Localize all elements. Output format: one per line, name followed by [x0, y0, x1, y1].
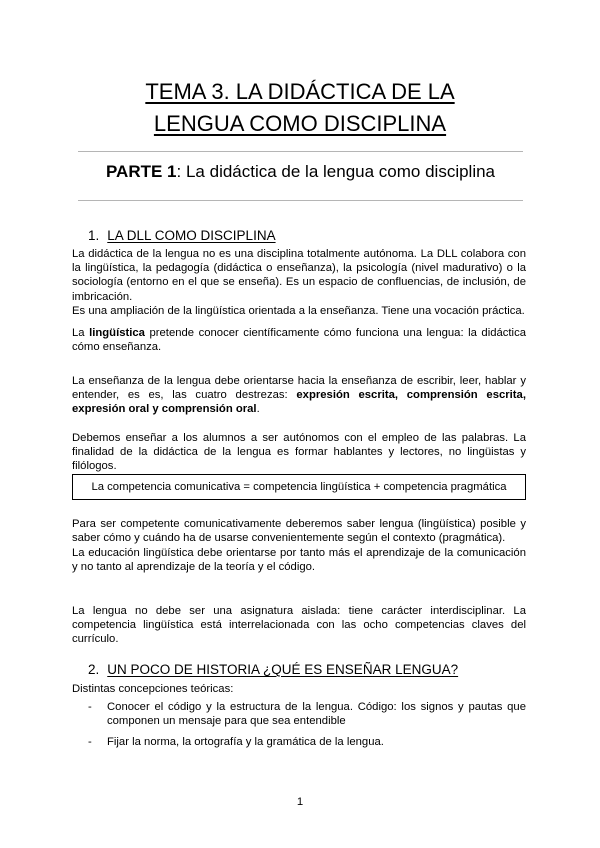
paragraph-3-bold: lingüística — [89, 327, 145, 339]
bullet-list — [88, 700, 526, 757]
title-line-2: LENGUA COMO DISCIPLINA — [153, 111, 447, 136]
paragraph-8: La lengua no debe ser una asignatura aislada: tiene carácter interdisciplinar. La competencia lingüística está interrelacionada con las ocho competencias claves del currículo. — [72, 605, 526, 646]
list-item — [88, 735, 526, 749]
paragraph-6: Para ser competente comunicativamente deberemos saber lengua (lingüística) posible y saber cómo y cuándo ha de usarse convenientemente según el contexto (pragmática). — [72, 518, 526, 545]
part-label: PARTE 1 — [105, 162, 177, 181]
definition-text: La competencia comunicativa = competencia lingüística + competencia pragmática — [91, 481, 507, 493]
paragraph-9: Distintas concepciones teóricas: — [72, 683, 234, 695]
page-number: 1 — [296, 796, 304, 808]
section-title: UN POCO DE HISTORIA ¿QUÉ ES ENSEÑAR LENGUA? — [107, 662, 459, 677]
list-item-text: Fijar la norma, la ortografía y la gramática de la lengua. — [107, 736, 384, 749]
paragraph-4-pre: La enseñanza de la lengua debe orientarse hacia la enseñanza de escribir, leer, hablar y entender, es es, las cuatro destrezas: — [72, 375, 526, 402]
document-title — [60, 76, 540, 140]
list-item — [88, 700, 526, 728]
paragraph-3-post: pretende conocer científicamente cómo funciona una lengua: la didáctica cómo enseñanza. — [72, 327, 526, 354]
list-dash: - — [88, 701, 92, 713]
part-heading — [78, 160, 523, 184]
section-heading-1 — [88, 227, 276, 245]
section-heading-2 — [88, 661, 458, 679]
paragraph-1: La didáctica de la lengua no es una disciplina totalmente autónoma. La DLL colabora con la lingüística, la pedagogía (didáctica o enseñanza), la psicología (nivel madurativo) o la sociología (entorno en el que se enseña). Es un espacio de confluencias, de inclusión, de imbricación. — [72, 248, 526, 303]
list-dash: - — [88, 736, 92, 749]
section-title: LA DLL COMO DISCIPLINA — [107, 228, 276, 243]
section-number: 1. — [88, 228, 100, 243]
divider-top — [78, 151, 523, 152]
paragraph-5: Debemos enseñar a los alumnos a ser autónomos con el empleo de las palabras. La finalidad de la didáctica de la lengua es formar hablantes y lectores, no lingüistas y filólogos. — [72, 432, 526, 473]
divider-bottom — [78, 200, 523, 201]
part-title: : La didáctica de la lengua como disciplina — [176, 162, 496, 181]
paragraph-2: Es una ampliación de la lingüística orientada a la enseñanza. Tiene una vocación práctica. — [72, 305, 525, 317]
paragraph-4-bold: expresión escrita, comprensión escrita, expresión oral y comprensión oral — [72, 389, 526, 416]
paragraph-3-pre: La — [72, 327, 90, 339]
paragraph-7: La educación lingüística debe orientarse por tanto más el aprendizaje de la comunicación y no tanto al aprendizaje de la teoría y el código. — [72, 547, 526, 574]
paragraph-4-post: . — [256, 403, 260, 416]
title-line-1: TEMA 3. LA DIDÁCTICA DE LA — [145, 79, 455, 104]
section-number: 2. — [88, 662, 100, 677]
list-item-text: Conocer el código y la estructura de la lengua. Código: los signos y pautas que componen un mensaje para que sea entendible — [107, 701, 526, 728]
paragraph-4 — [72, 374, 526, 417]
paragraph-3 — [72, 326, 526, 354]
definition-box — [72, 474, 526, 500]
